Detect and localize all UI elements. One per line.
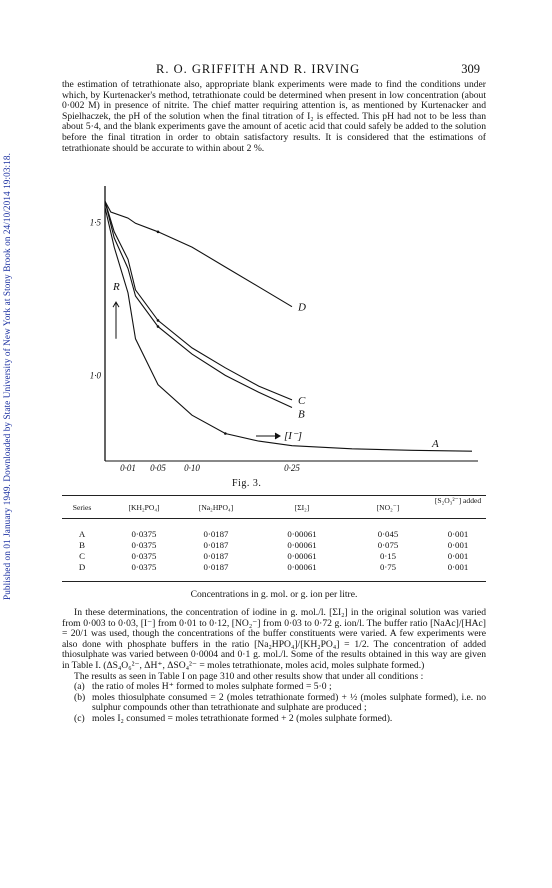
list-item-text: moles I₂ consumed = moles tetrathionate formed + 2 (moles sulphate formed). xyxy=(92,712,393,724)
list-item-label: (b) xyxy=(74,691,86,703)
x-axis-label: [I⁻] xyxy=(284,430,303,442)
table-cell: 0·00061 xyxy=(287,540,317,550)
table-cell: 0·75 xyxy=(379,562,397,572)
table-cell: B xyxy=(79,540,85,550)
table-rule-header xyxy=(62,518,486,519)
x-tick-label: 0·10 xyxy=(184,463,200,473)
paragraph-2: In these determinations, the concentration of iodine in g. mol./l. [ΣI₂] in the original solution was varied from 0·003 to 0·03, [I⁻] from 0·01 to 0·12, [NO₂⁻] from 0·03 to 0·72 g. ion/l. The buffer ratio [NaAc]/[HAc] = 20/1 was used, though the concentrations of the buffer constituents were varied. A few experiments were also done with phosphate buffers in the ratio [Na₂HPO₄]/[KH₂PO₄] = 1/2. The concentration of added thiosulphate was varied between 0·0004 and 0·1 g. mol./l. Some of the results obtained in this way are given in Table I. (ΔS₄O₆²⁻, ΔH⁺, ΔSO₄²⁻ = moles tetrathionate, moles acid, moles sulphate formed.) xyxy=(62,607,486,671)
table-cell: 0·0375 xyxy=(131,551,157,561)
paragraph-3: The results as seen in Table I on page 310 and other results show that under all conditions : xyxy=(74,670,424,682)
list-item xyxy=(62,714,486,725)
table-cell: 0·0187 xyxy=(203,551,229,561)
paragraph-top: the estimation of tetrathionate also, appropriate blank experiments were made to find the conditions under which, by Kurtenacker's method, tetrathionate could be determined when present in low concentration (about 0·002 M) in presence of nitrite. The chief matter requiring attention is, as mentioned by Kurtenacker and Spielhaczek, the pH of the solution when the final titration of I₂ is effected. This pH had not to be less than about 5·4, and the blank experiments gave the amount of acetic acid that could safely be added to the solution before the final titration in order to obtain satisfactory results. It is considered that the estimations of tetrathionate should be accurate to within about 2 %. xyxy=(62,79,486,154)
figure-3-chart xyxy=(80,176,480,476)
curve-B xyxy=(105,201,292,407)
curve-D xyxy=(105,201,292,306)
data-table xyxy=(62,493,486,601)
col-header-kh2po4: [KH₂PO₄] xyxy=(128,503,160,512)
point-B xyxy=(157,325,160,328)
curve-label-D: D xyxy=(298,301,306,314)
table-cell: 0·0375 xyxy=(131,562,157,572)
table-cell: 0·0375 xyxy=(131,529,157,539)
list-item-text: the ratio of moles H⁺ formed to moles sulphate formed = 5·0 ; xyxy=(92,681,332,693)
table-cell: 0·00061 xyxy=(287,529,317,539)
col-header-na2hpo4: [Na₂HPO₄] xyxy=(198,503,234,512)
table-cell: 0·15 xyxy=(379,551,397,561)
download-watermark: Published on 01 January 1949. Downloaded by State University of New York at Stony Brook on 24/10/2014 19:03:18. xyxy=(2,153,12,600)
x-tick-label: 0·05 xyxy=(150,463,166,473)
table-cell: 0·0375 xyxy=(131,540,157,550)
list-item xyxy=(62,693,486,714)
page-number: 309 xyxy=(461,62,480,76)
table-cell: 0·0187 xyxy=(203,540,229,550)
curve-label-B: B xyxy=(298,408,305,421)
y-axis-label: R xyxy=(113,280,120,293)
curve-C xyxy=(105,201,292,400)
curve-label-A: A xyxy=(432,438,439,451)
table-rule-top xyxy=(62,495,486,496)
table-cell: 0·001 xyxy=(447,540,469,550)
figure-caption: Fig. 3. xyxy=(232,478,262,489)
table-cell: 0·001 xyxy=(447,529,469,539)
y-tick-label: 1·0 xyxy=(89,370,101,381)
table-cell: 0·001 xyxy=(447,551,469,561)
header-authors: R. O. GRIFFITH AND R. IRVING xyxy=(156,62,361,76)
table-cell: D xyxy=(78,562,86,572)
table-cell: 0·075 xyxy=(377,540,399,550)
table-cell: C xyxy=(79,551,85,561)
table-cell: 0·001 xyxy=(447,562,469,572)
col-header-series: Series xyxy=(72,503,92,512)
table-cell: 0·0187 xyxy=(203,529,229,539)
table-cell: A xyxy=(78,529,86,539)
curve-label-C: C xyxy=(298,394,306,407)
body-text xyxy=(62,608,486,725)
table-cell: 0·00061 xyxy=(287,562,317,572)
list-item-text: moles thiosulphate consumed = 2 (moles tetrathionate formed) + ½ (moles sulphate formed), i.e. no sulphur compounds other than tetrathionate and sulphate are produced ; xyxy=(92,691,486,714)
x-tick-label: 0·25 xyxy=(284,463,300,473)
table-cell: 0·0187 xyxy=(203,562,229,572)
table-note: Concentrations in g. mol. or g. ion per litre. xyxy=(190,589,358,600)
y-tick-label: 1·5 xyxy=(89,217,101,228)
point-C xyxy=(157,319,160,322)
curve-A xyxy=(105,207,472,451)
table-cell: 0·045 xyxy=(377,529,399,539)
running-header xyxy=(60,62,480,76)
x-axis-arrow-head xyxy=(275,433,280,439)
point-A xyxy=(224,432,227,435)
table-rule-bottom xyxy=(62,581,486,582)
list-item-label: (c) xyxy=(74,712,85,724)
col-header-s2o3-added: [S₂O₃²⁻] added xyxy=(434,496,482,505)
col-header-no2: [NO₂⁻] xyxy=(376,503,400,512)
list-item-label: (a) xyxy=(74,681,85,693)
col-header-sigma-i2: [ΣI₂] xyxy=(294,503,310,512)
x-tick-label: 0·01 xyxy=(120,463,136,473)
point-D xyxy=(157,231,160,234)
table-cell: 0·00061 xyxy=(287,551,317,561)
